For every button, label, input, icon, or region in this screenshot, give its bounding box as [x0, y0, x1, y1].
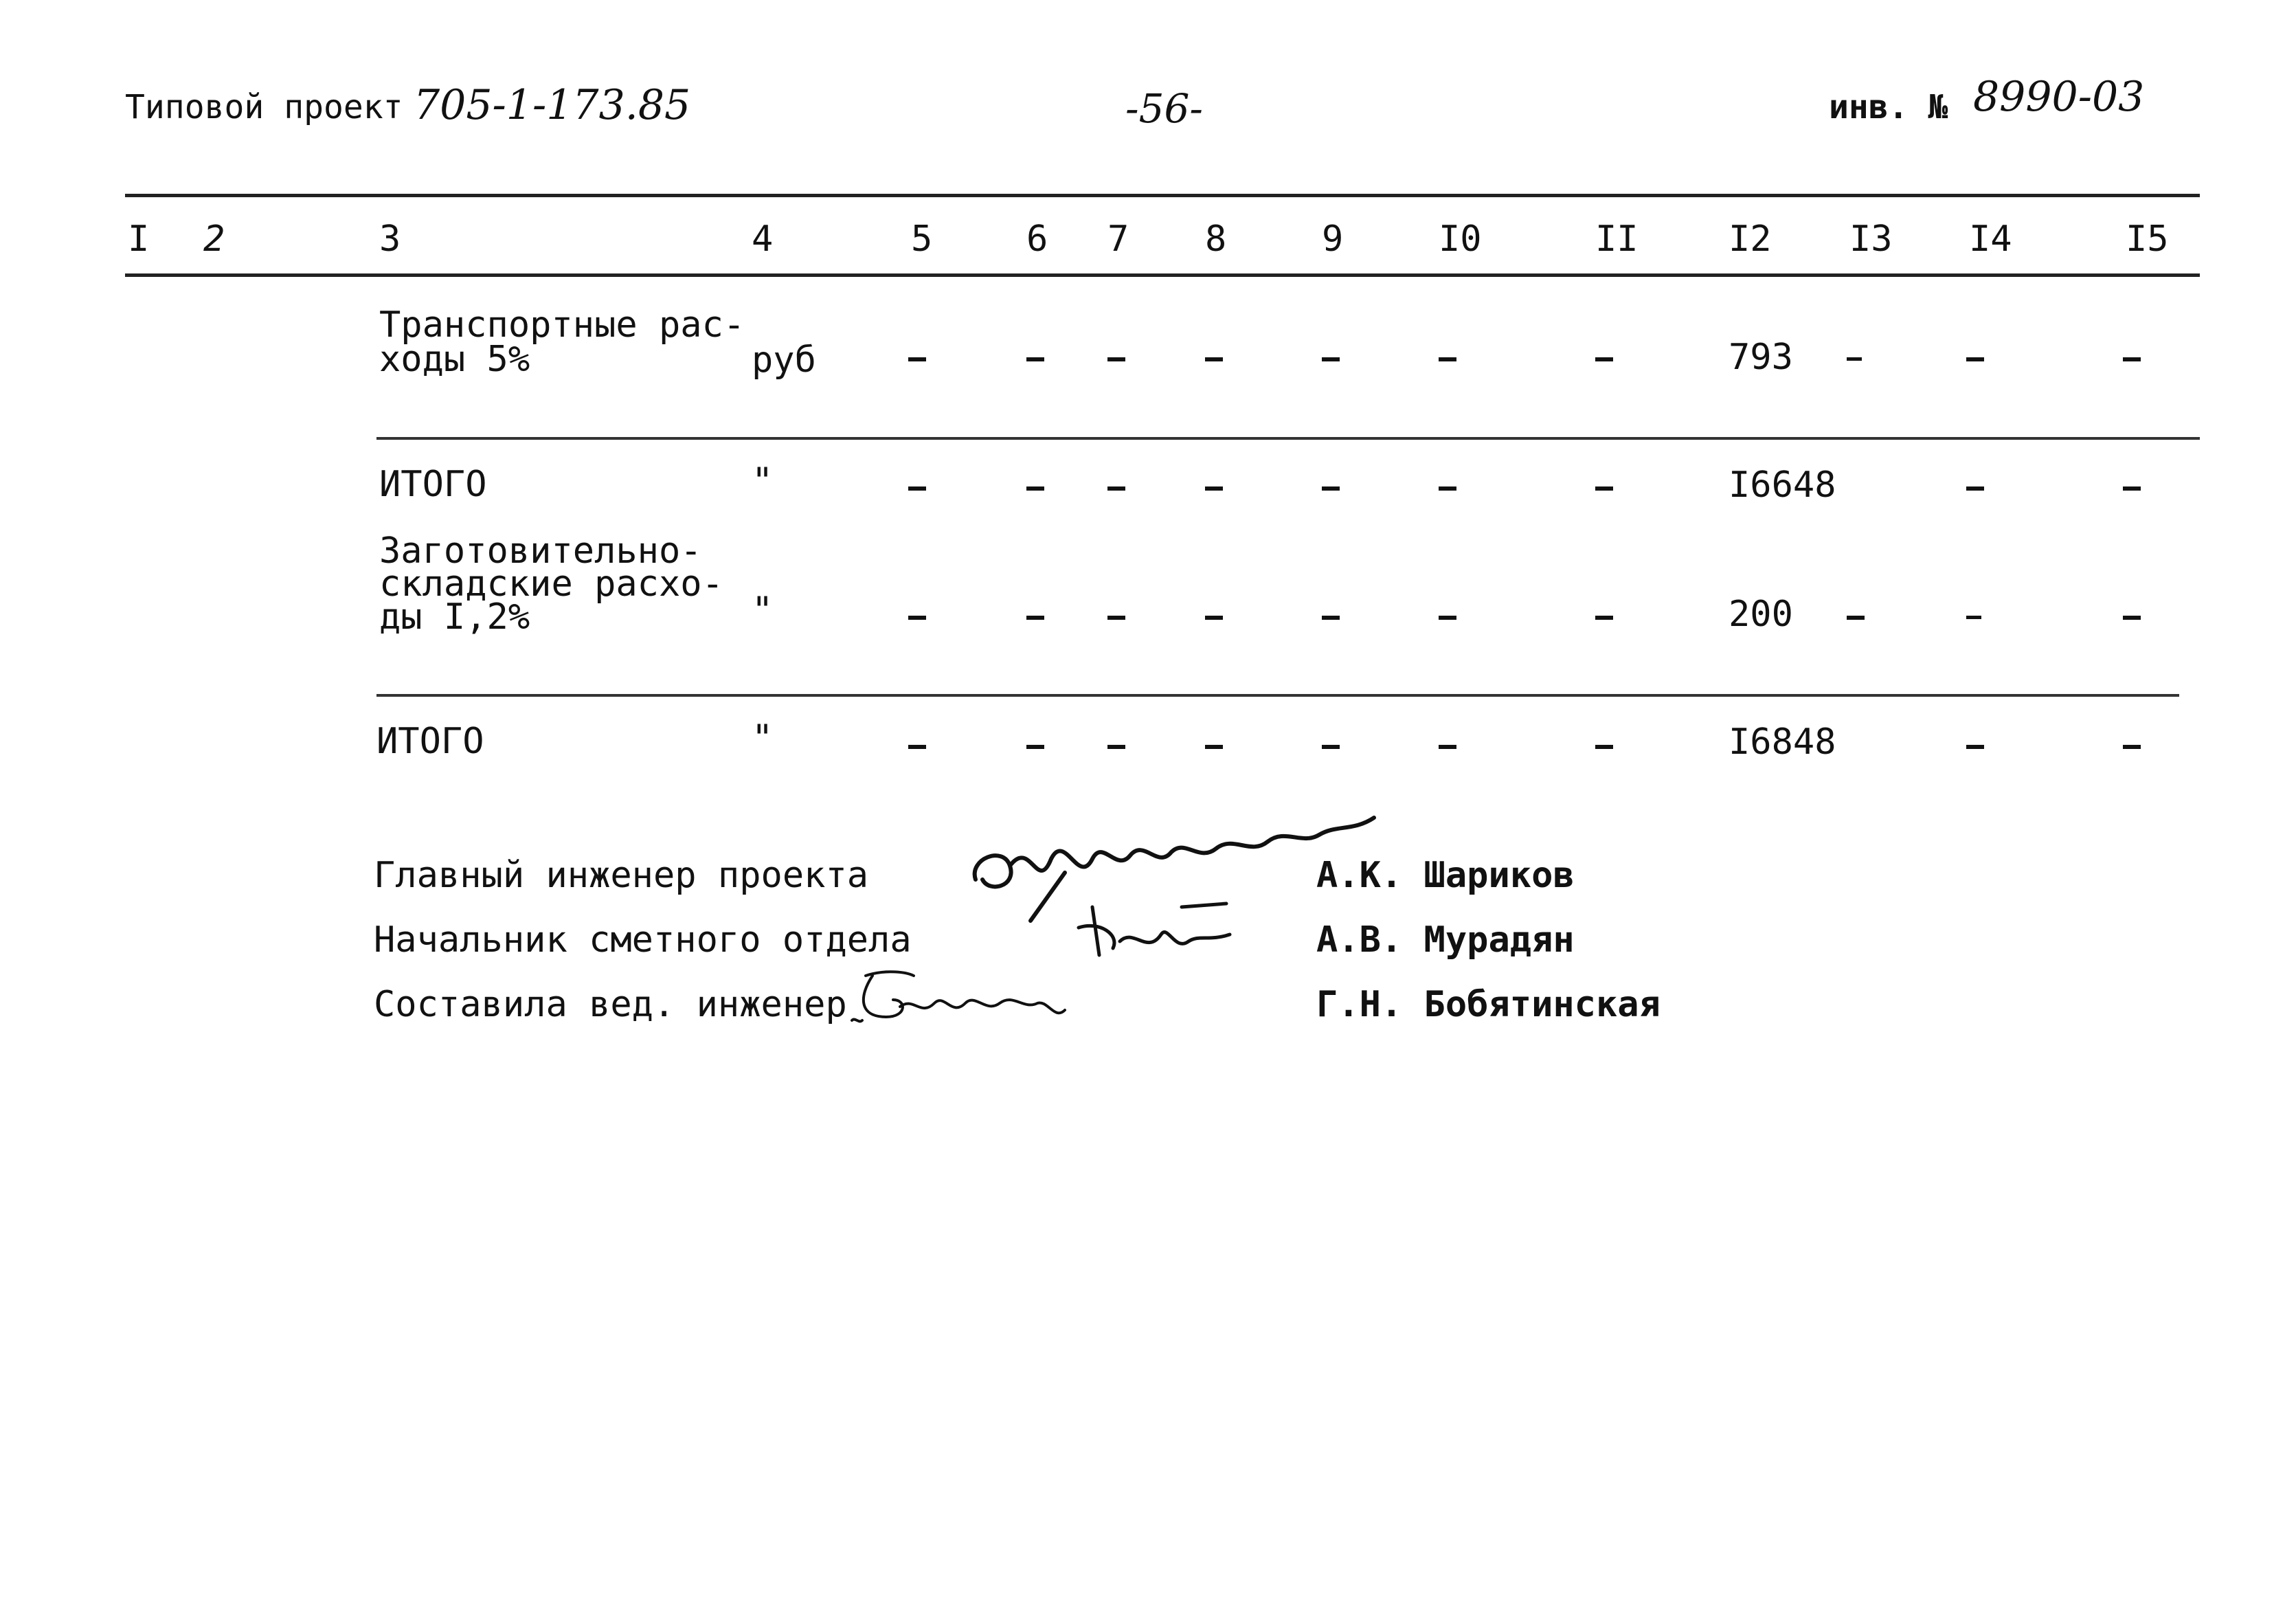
row1-name [379, 304, 745, 380]
row1-dash-14 [1966, 357, 1984, 361]
row1-dash-5 [908, 357, 926, 361]
col-num-7: 7 [1107, 219, 1129, 260]
project-number: 705-1-173.85 [414, 81, 691, 129]
row4-dash-15 [2123, 745, 2141, 749]
row1-bottom-rule [376, 437, 2200, 440]
row3-dash-9 [1322, 616, 1340, 620]
row3-dash-10 [1439, 616, 1456, 620]
row2-unit: " [752, 460, 774, 502]
row2-dash-14 [1966, 486, 1984, 491]
row3-dash-13 [1847, 616, 1865, 620]
row3-dash-11 [1595, 616, 1613, 620]
row3-dash-8 [1205, 616, 1223, 620]
row2-dash-15 [2123, 486, 2141, 491]
row2-dash-10 [1439, 486, 1456, 491]
col-num-8: 8 [1205, 219, 1227, 260]
row2-name [379, 464, 487, 505]
signature-name-head-estimate: А.В. Мурадян [1316, 919, 1575, 961]
row3-dash-5 [908, 616, 926, 620]
row2-name-line1: ИТОГО [379, 464, 487, 505]
row2-dash-8 [1205, 486, 1223, 491]
row4-dash-14 [1966, 745, 1984, 749]
row4-dash-11 [1595, 745, 1613, 749]
signature-title-chief-engineer: Главный инженер проекта [374, 855, 869, 896]
col-num-10: I0 [1439, 219, 1482, 260]
col-num-12: I2 [1729, 219, 1772, 260]
row3-dash-6 [1026, 616, 1044, 620]
header-bottom-rule [125, 273, 2200, 277]
col-num-11: II [1595, 219, 1639, 260]
signature-name-chief-engineer: А.К. Шариков [1316, 855, 1575, 896]
col-num-13: I3 [1849, 219, 1893, 260]
row3-name-line3: ды I,2% [379, 596, 530, 638]
col-num-1: I [128, 219, 150, 260]
col-num-2: 2 [203, 219, 225, 260]
row4-unit: " [752, 717, 774, 759]
row1-dash-11 [1595, 357, 1613, 361]
inventory-number: 8990-03 [1973, 73, 2145, 121]
row3-name-line1: Заготовительно- [379, 530, 702, 572]
row3-dash-14 [1966, 616, 1981, 619]
row3-bottom-rule [376, 694, 2179, 697]
inventory-label: инв. № [1829, 88, 1948, 126]
row4-dash-10 [1439, 745, 1456, 749]
row4-name-line1: ИТОГО [376, 721, 484, 762]
col-num-14: I4 [1969, 219, 2012, 260]
row2-dash-9 [1322, 486, 1340, 491]
row3-name [379, 530, 723, 638]
row4-dash-7 [1107, 745, 1125, 749]
row1-dash-9 [1322, 357, 1340, 361]
row1-dash-8 [1205, 357, 1223, 361]
row2-dash-7 [1107, 486, 1125, 491]
col-num-15: I5 [2126, 219, 2169, 260]
row4-name [376, 721, 484, 762]
row3-dash-15 [2123, 616, 2141, 620]
row3-dash-7 [1107, 616, 1125, 620]
project-label: Типовой проект [125, 88, 403, 126]
row1-dash-10 [1439, 357, 1456, 361]
row1-dash-6 [1026, 357, 1044, 361]
row3-name-line2: складские расхо- [379, 563, 723, 605]
row1-dash-15 [2123, 357, 2141, 361]
table-top-rule [125, 194, 2200, 197]
row4-dash-8 [1205, 745, 1223, 749]
signature-title-head-estimate: Начальник сметного отдела [374, 919, 912, 961]
row1-dash-13 [1847, 357, 1862, 361]
row1-name-line2: ходы 5% [379, 339, 530, 380]
row1-name-line1: Транспортные рас- [379, 304, 745, 346]
row2-dash-5 [908, 486, 926, 491]
row1-col12: 793 [1729, 337, 1793, 378]
col-num-6: 6 [1026, 219, 1048, 260]
row4-dash-5 [908, 745, 926, 749]
col-num-3: 3 [379, 219, 401, 260]
row2-dash-6 [1026, 486, 1044, 491]
row1-dash-7 [1107, 357, 1125, 361]
row4-col12: I6848 [1729, 721, 1836, 763]
handwritten-signature-head [1072, 893, 1237, 969]
row1-unit: руб [752, 339, 816, 381]
row4-dash-9 [1322, 745, 1340, 749]
page-number: -56- [1125, 85, 1203, 132]
signature-title-lead-engineer: Составила вед. инженер [374, 984, 847, 1025]
row4-dash-6 [1026, 745, 1044, 749]
col-num-9: 9 [1322, 219, 1344, 260]
row3-col12: 200 [1729, 594, 1793, 635]
row3-unit: " [752, 590, 774, 631]
col-num-5: 5 [911, 219, 933, 260]
row2-col12: I6648 [1729, 464, 1836, 506]
col-num-4: 4 [752, 219, 774, 260]
handwritten-signature-compiler [845, 962, 1072, 1038]
row2-dash-11 [1595, 486, 1613, 491]
signature-name-lead-engineer: Г.Н. Бобятинская [1316, 984, 1661, 1025]
